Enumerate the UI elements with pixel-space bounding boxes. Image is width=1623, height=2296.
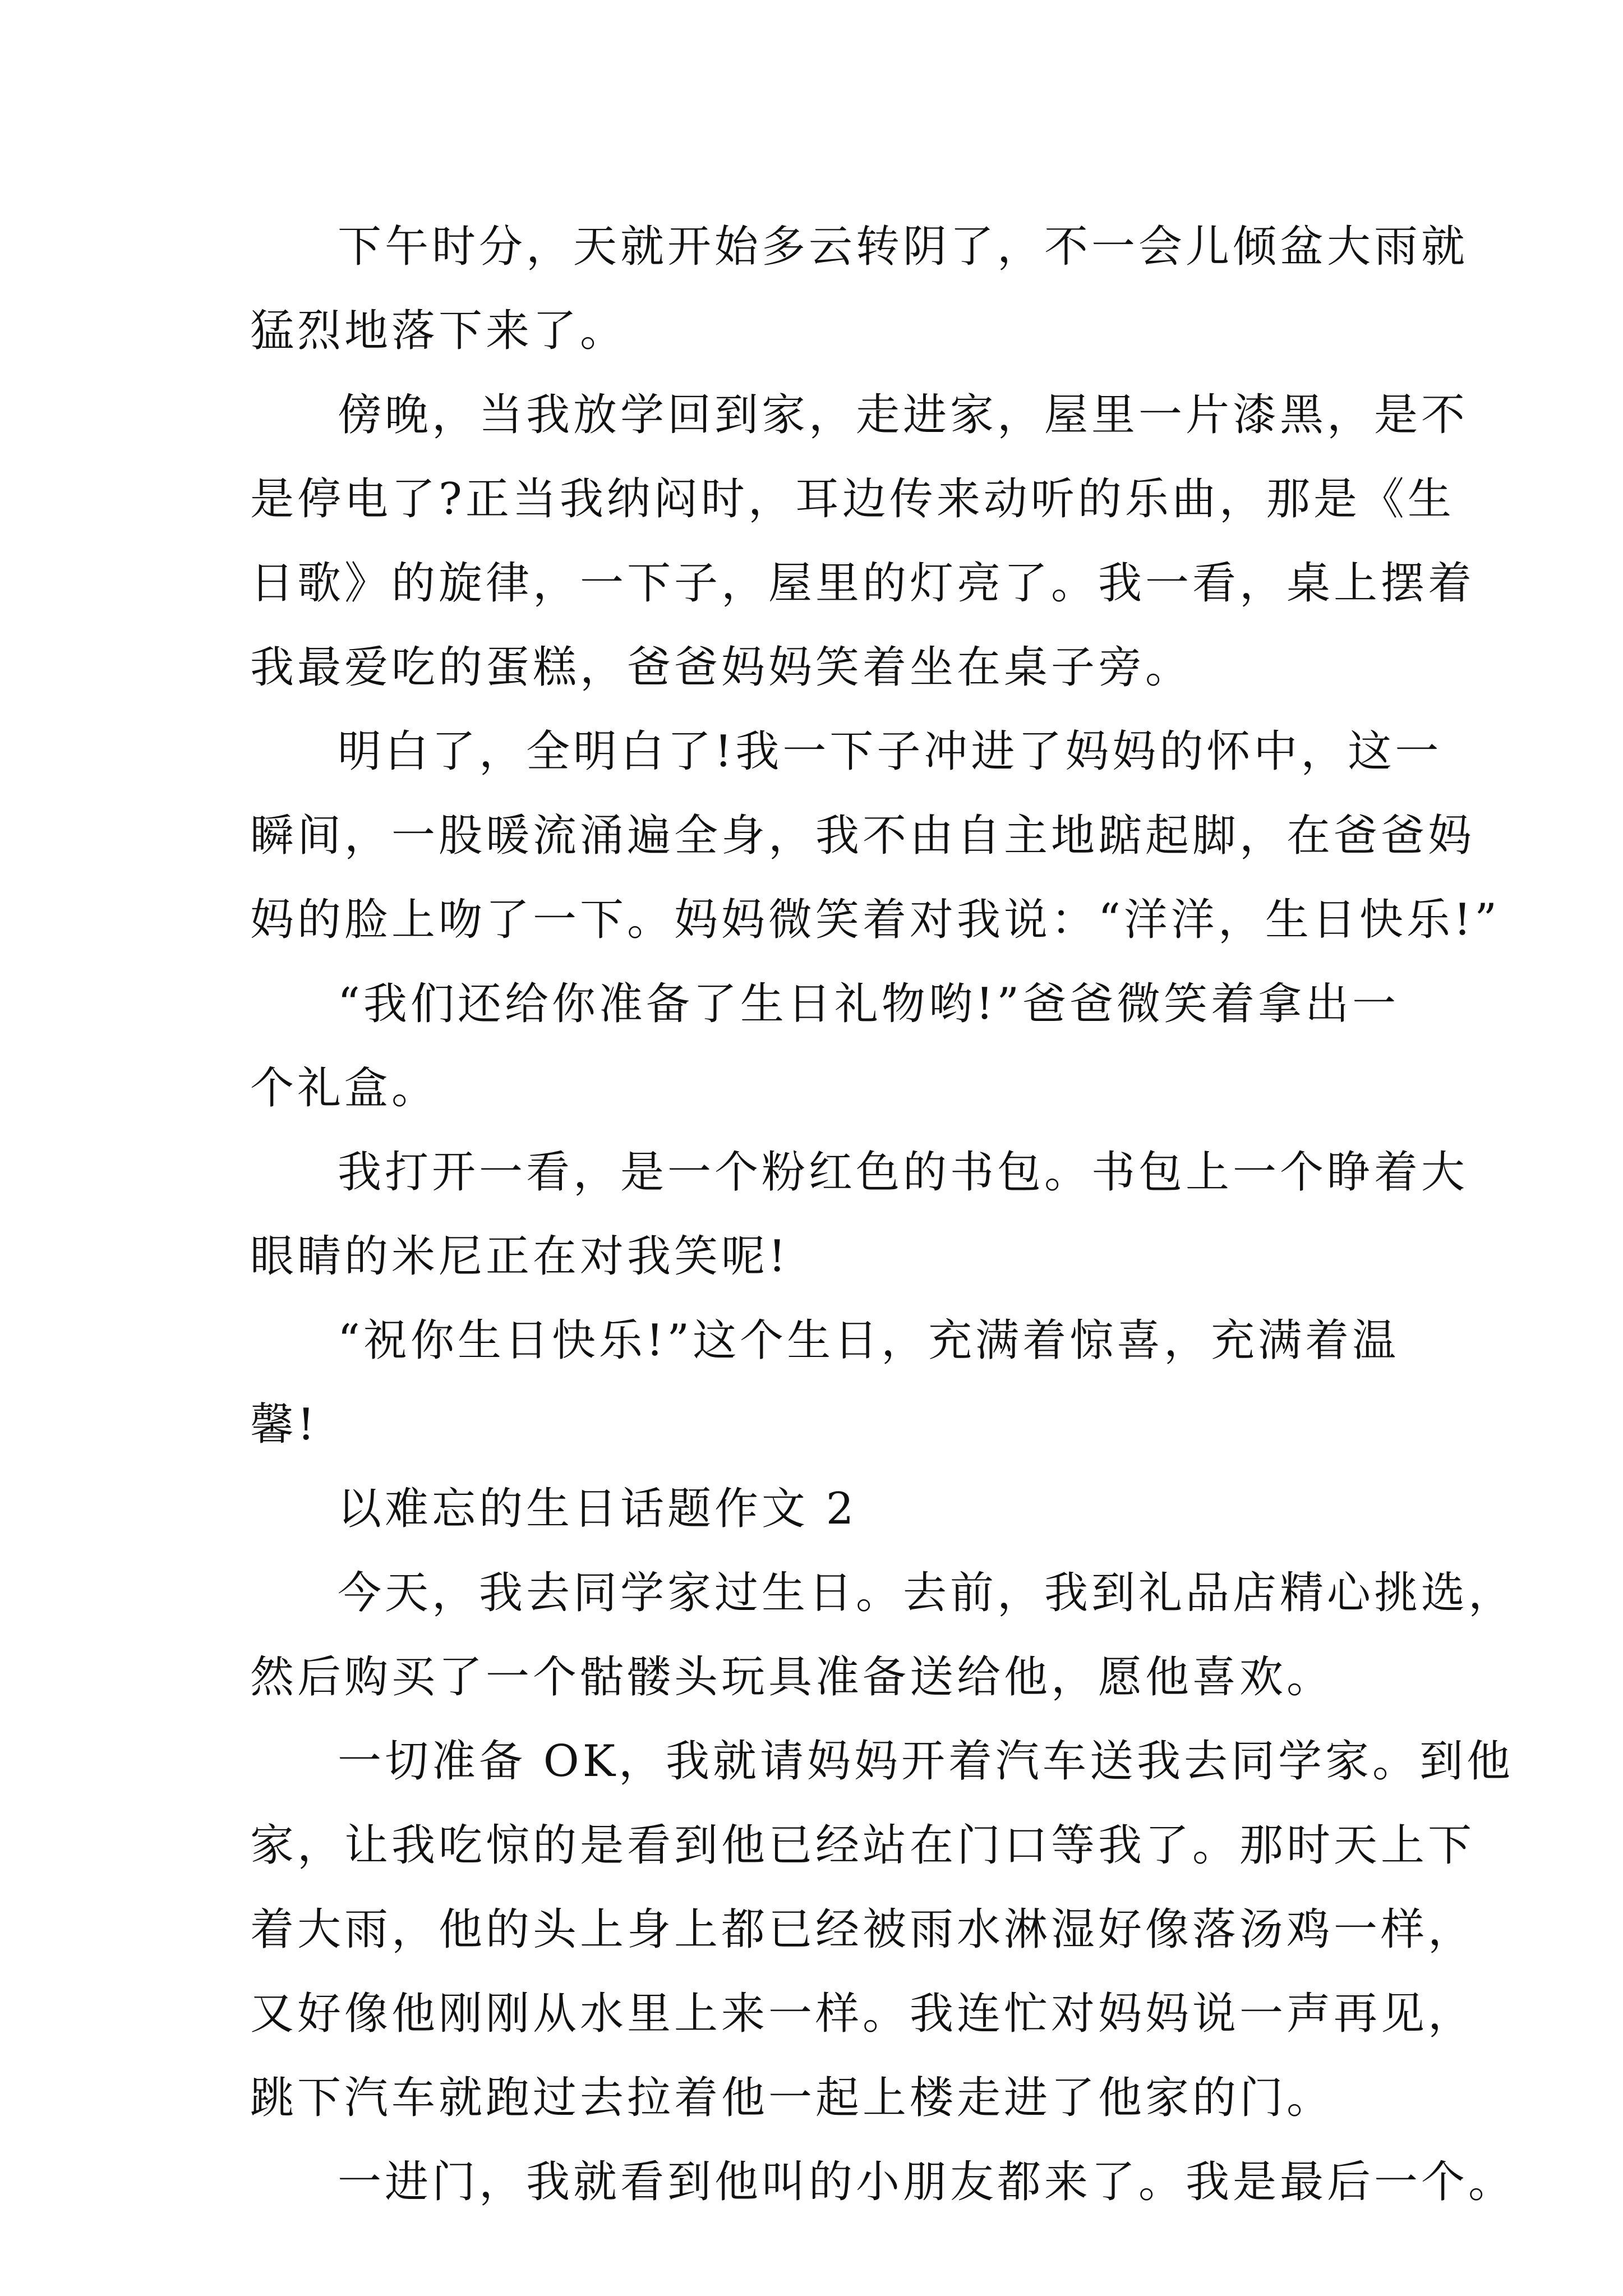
- text-line: 一切准备 OK，我就请妈妈开着汽车送我去同学家。到他: [338, 1736, 1514, 1787]
- text-line: 馨!: [250, 1400, 319, 1450]
- text-line: 今天，我去同学家过生日。去前，我到礼品店精心挑选，: [338, 1568, 1516, 1618]
- text-line: 眼睛的米尼正在对我笑呢!: [250, 1231, 790, 1282]
- body-text: [250, 205, 1516, 2224]
- section-heading: 以难忘的生日话题作文 2: [338, 1484, 857, 1534]
- text-line: 猛烈地落下来了。: [250, 306, 628, 356]
- text-line: 日歌》的旋律，一下子，屋里的灯亮了。我一看，桌上摆着: [250, 558, 1476, 609]
- text-line: 下午时分，天就开始多云转阴了，不一会儿倾盆大雨就: [338, 222, 1469, 272]
- text-line: 一进门，我就看到他叫的小朋友都来了。我是最后一个。: [338, 2157, 1516, 2207]
- text-line: “祝你生日快乐!”这个生日，充满着惊喜，充满着温: [338, 1315, 1400, 1366]
- text-line: 我打开一看，是一个粉红色的书包。书包上一个睁着大: [338, 1147, 1469, 1198]
- text-line: 跳下汽车就跑过去拉着他一起上楼走进了他家的门。: [250, 2073, 1334, 2123]
- text-line: “我们还给你准备了生日礼物哟!”爸爸微笑着拿出一: [338, 979, 1400, 1029]
- text-line: 瞬间，一股暖流涌遍全身，我不由自主地踮起脚，在爸爸妈: [250, 811, 1476, 861]
- text-line: 明白了，全明白了!我一下子冲进了妈妈的怀中，这一: [338, 726, 1442, 777]
- text-line: 着大雨，他的头上身上都已经被雨水淋湿好像落汤鸡一样，: [250, 1904, 1476, 1955]
- text-line: 妈的脸上吻了一下。妈妈微笑着对我说：“洋洋，生日快乐!”: [250, 895, 1501, 945]
- text-line: 傍晚，当我放学回到家，走进家，屋里一片漆黑，是不: [338, 390, 1469, 440]
- text-line: 又好像他刚刚从水里上来一样。我连忙对妈妈说一声再见，: [250, 1989, 1476, 2039]
- text-line: 家，让我吃惊的是看到他已经站在门口等我了。那时天上下: [250, 1820, 1476, 1871]
- text-line: 是停电了?正当我纳闷时，耳边传来动听的乐曲，那是《生: [250, 474, 1455, 524]
- text-line: 然后购买了一个骷髅头玩具准备送给他，愿他喜欢。: [250, 1652, 1334, 1703]
- text-line: 个礼盒。: [250, 1063, 439, 1114]
- text-line: 我最爱吃的蛋糕，爸爸妈妈笑着坐在桌子旁。: [250, 642, 1193, 693]
